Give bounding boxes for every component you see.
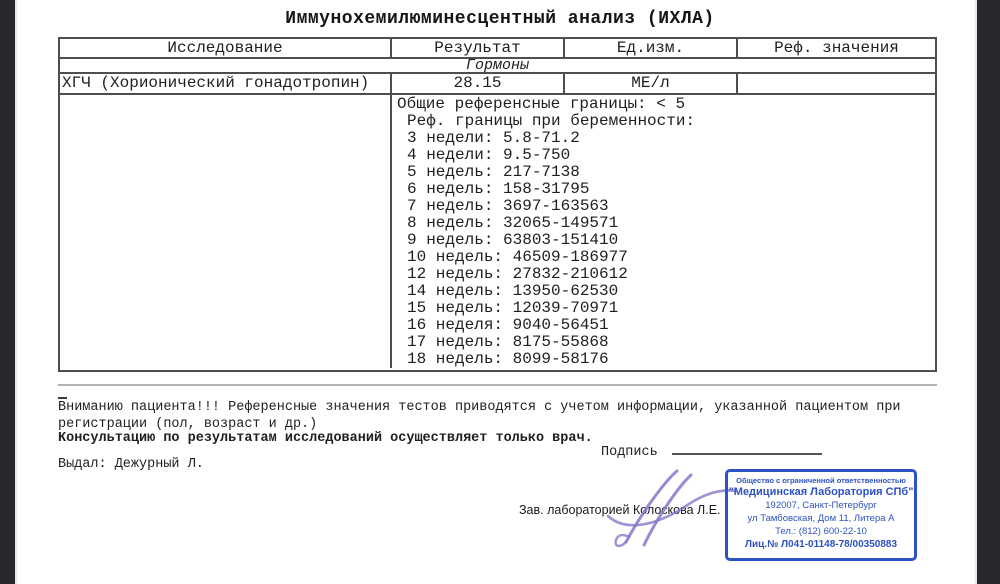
table-row (60, 74, 935, 95)
ref-line: 10 недель: 46509-186977 (407, 248, 628, 266)
ref-line: Общие референсные границы: < 5 (397, 95, 686, 113)
signature-label: Подпись (601, 445, 658, 460)
header-unit: Ед.изм. (565, 39, 738, 57)
page-title: Иммунохемилюминесцентный анализ (ИХЛА) (285, 9, 715, 29)
ref-line: 7 недель: 3697-163563 (407, 197, 609, 215)
ref-line: Реф. границы при беременности: (407, 112, 696, 130)
consultation-note: Консультацию по результатам исследований осуществляет только врач. (58, 431, 593, 446)
table-header-row (60, 39, 935, 59)
footnote-dash (58, 397, 67, 399)
issued-by: Выдал: Дежурный Л. (58, 457, 204, 472)
footer-divider (58, 384, 937, 386)
lab-stamp (725, 469, 917, 561)
header-refrange: Реф. значения (774, 39, 899, 57)
reference-ranges-block (392, 95, 935, 368)
test-name: ХГЧ (Хорионический гонадотропин) (60, 74, 392, 93)
ref-line: 14 недель: 13950-62530 (407, 282, 619, 300)
header-result: Результат (392, 39, 565, 57)
test-ref (738, 74, 935, 93)
ref-line: 4 недели: 9.5-750 (407, 146, 571, 164)
signature-field (601, 441, 822, 460)
stamp-org-name: "Медицинская Лаборатория СПб" (728, 486, 914, 498)
ref-line: 3 недели: 5.8-71.2 (407, 129, 580, 147)
header-study: Исследование (60, 39, 392, 57)
ref-line: 6 недель: 158-31795 (407, 180, 590, 198)
ref-line: 18 недель: 8099-58176 (407, 350, 609, 368)
signature-blank-line (672, 441, 822, 455)
patient-notice (58, 400, 901, 433)
stamp-license: Лиц.№ Л041-01148-78/00350883 (744, 539, 898, 550)
scan-edge-right (975, 0, 1000, 584)
reference-row-spacer (60, 95, 392, 368)
test-unit: МЕ/л (565, 74, 738, 93)
scan-edge-left (0, 0, 17, 584)
head-of-lab: Зав. лабораторией Колоскова Л.Е. (519, 503, 721, 517)
ref-line: 15 недель: 12039-70971 (407, 299, 619, 317)
ref-line: 9 недель: 63803-151410 (407, 231, 619, 249)
test-result: 28.15 (392, 74, 565, 93)
patient-notice-line1: Вниманию пациента!!! Референсные значения тестов приводятся с учетом информации, указанной пациентом при (58, 400, 901, 415)
results-table (58, 37, 937, 372)
stamp-org-type: Общество с ограниченной ответственностью (736, 476, 906, 485)
section-row-hormones: Гормоны (60, 59, 935, 74)
reference-row (60, 95, 935, 368)
stamp-postal-city: 192007, Санкт-Петербург (765, 500, 877, 511)
ref-line: 17 недель: 8175-55868 (407, 333, 609, 351)
handwritten-signature (596, 464, 746, 554)
patient-notice-line2: регистрации (пол, возраст и др.) (58, 416, 318, 432)
ref-line: 8 недель: 32065-149571 (407, 214, 619, 232)
ref-line: 12 недель: 27832-210612 (407, 265, 628, 283)
stamp-phone: Тел.: (812) 600-22-10 (775, 526, 867, 537)
ref-line: 5 недель: 217-7138 (407, 163, 580, 181)
ref-line: 16 неделя: 9040-56451 (407, 316, 609, 334)
stamp-address: ул Тамбовская, Дом 11, Литера А (747, 513, 895, 524)
